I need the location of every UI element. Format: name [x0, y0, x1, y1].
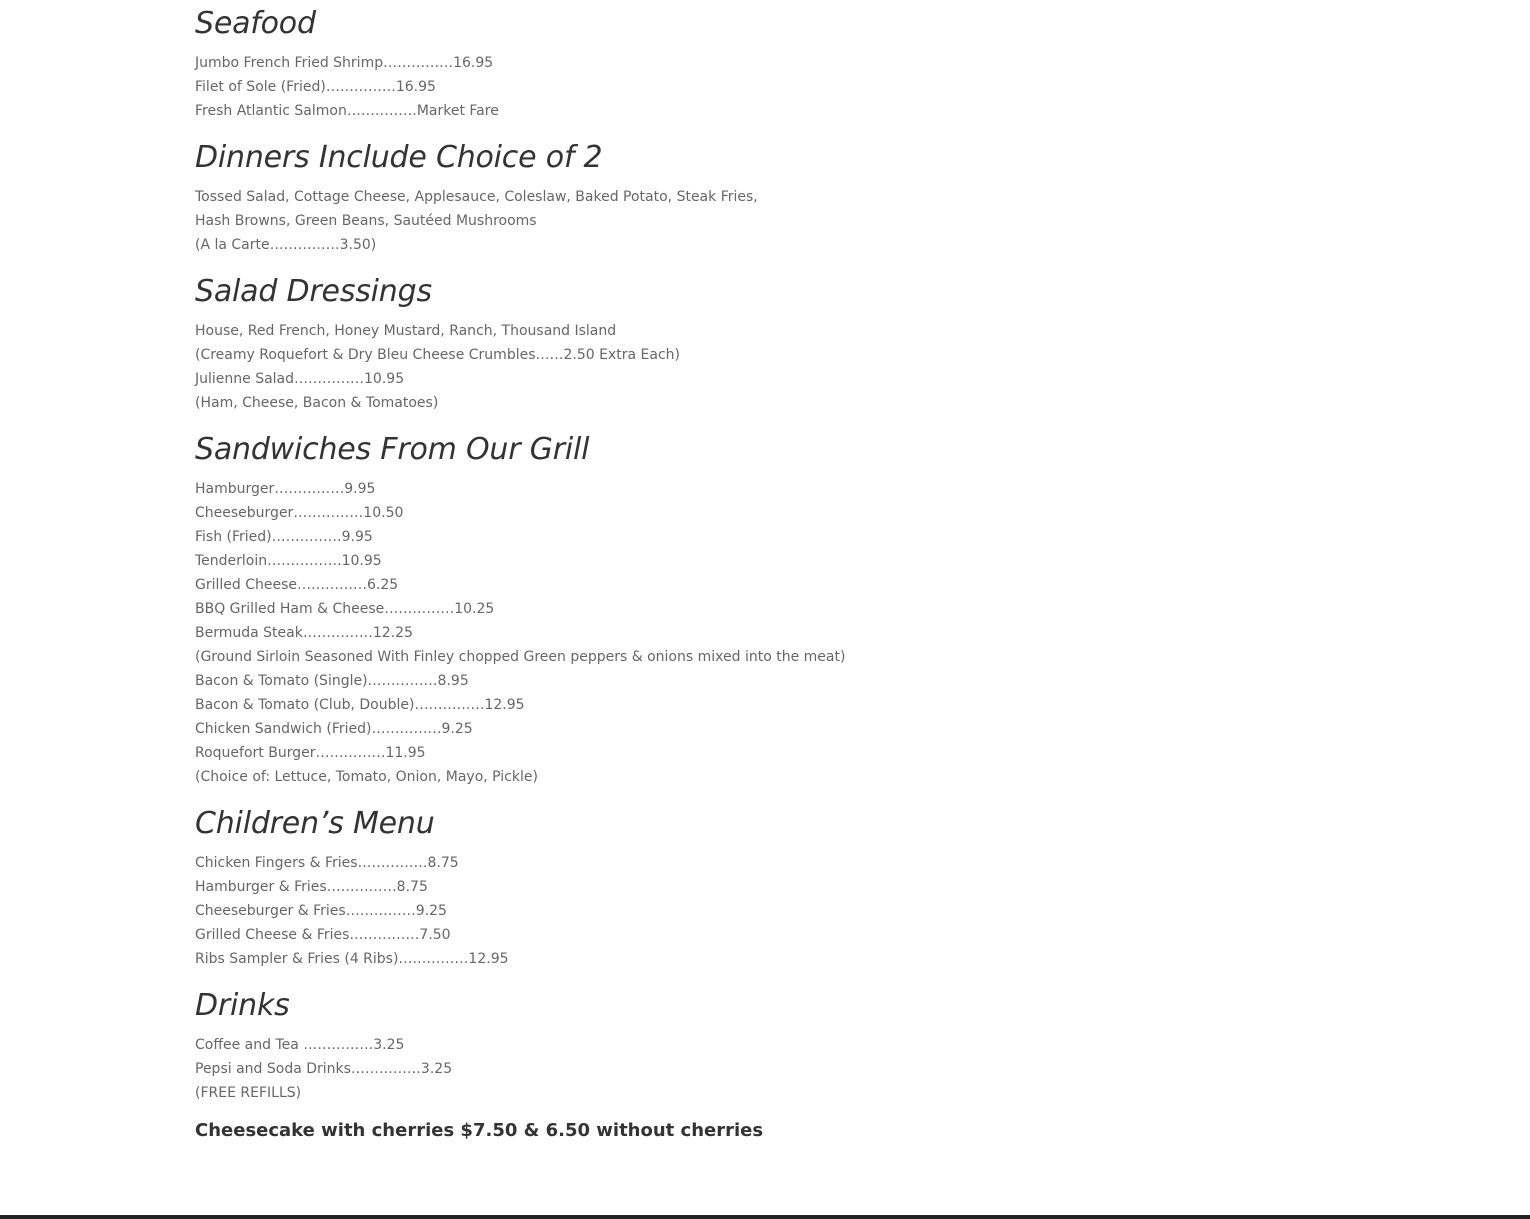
menu-item: Tenderloin…………….10.95: [195, 553, 382, 569]
menu-item: (A la Carte……………3.50): [195, 237, 377, 253]
menu-item: Chicken Sandwich (Fried)……………9.25: [195, 721, 473, 737]
section-items: [195, 185, 1095, 257]
menu-item: House, Red French, Honey Mustard, Ranch, Thousand Island: [195, 323, 617, 339]
menu-item: Bacon & Tomato (Single)……………8.95: [195, 673, 469, 689]
section-drinks: [195, 988, 1095, 1105]
menu-content: [195, 0, 1095, 1143]
menu-item: Julienne Salad……………10.95: [195, 371, 405, 387]
menu-item: Jumbo French Fried Shrimp……………16.95: [195, 55, 494, 71]
menu-item: Roquefort Burger……………11.95: [195, 745, 426, 761]
menu-item: Cheeseburger……………10.50: [195, 505, 404, 521]
menu-item: BBQ Grilled Ham & Cheese……………10.25: [195, 601, 495, 617]
section-title: Salad Dressings: [195, 274, 432, 309]
section-title: Seafood: [195, 6, 316, 41]
menu-item: Pepsi and Soda Drinks……………3.25: [195, 1061, 453, 1077]
section-sandwiches: [195, 432, 1095, 789]
section-salad-dressings: [195, 274, 1095, 415]
menu-item: Fresh Atlantic Salmon……………Market Fare: [195, 103, 499, 119]
menu-item: Ribs Sampler & Fries (4 Ribs)……………12.95: [195, 951, 509, 967]
menu-item: (Ground Sirloin Seasoned With Finley chopped Green peppers & onions mixed into the meat): [195, 649, 846, 665]
cheesecake-note: Cheesecake with cherries $7.50 & 6.50 without cherries: [195, 1120, 764, 1141]
menu-item: (Choice of: Lettuce, Tomato, Onion, Mayo, Pickle): [195, 769, 538, 785]
section-title: Drinks: [195, 988, 290, 1023]
menu-item: Cheeseburger & Fries……………9.25: [195, 903, 447, 919]
menu-item: Bacon & Tomato (Club, Double)……………12.95: [195, 697, 525, 713]
section-title: Dinners Include Choice of 2: [195, 140, 603, 175]
menu-item: Bermuda Steak……………12.25: [195, 625, 413, 641]
section-items: [195, 319, 1095, 415]
menu-item: Hamburger & Fries……………8.75: [195, 879, 428, 895]
section-title: Sandwiches From Our Grill: [195, 432, 590, 467]
section-childrens-menu: [195, 806, 1095, 971]
menu-item: Coffee and Tea ……………3.25: [195, 1037, 405, 1053]
section-items: [195, 51, 1095, 123]
menu-item: Hash Browns, Green Beans, Sautéed Mushrooms: [195, 213, 537, 229]
menu-item: Grilled Cheese & Fries……………7.50: [195, 927, 451, 943]
menu-item: Chicken Fingers & Fries……………8.75: [195, 855, 459, 871]
section-dinners: [195, 140, 1095, 257]
menu-item: Hamburger……………9.95: [195, 481, 376, 497]
menu-item: Tossed Salad, Cottage Cheese, Applesauce, Coleslaw, Baked Potato, Steak Fries,: [195, 189, 758, 205]
menu-item: (Ham, Cheese, Bacon & Tomatoes): [195, 395, 439, 411]
menu-item: (FREE REFILLS): [195, 1085, 302, 1101]
menu-item: (Creamy Roquefort & Dry Bleu Cheese Crumbles……2.50 Extra Each): [195, 347, 680, 363]
menu-item: Grilled Cheese……………6.25: [195, 577, 399, 593]
section-title: Children’s Menu: [195, 806, 435, 841]
section-seafood: [195, 6, 1095, 123]
menu-item: Fish (Fried)……………9.95: [195, 529, 373, 545]
section-items: [195, 477, 1095, 789]
footer-bar: [0, 1215, 1530, 1219]
section-items: [195, 1033, 1095, 1105]
menu-item: Filet of Sole (Fried)……………16.95: [195, 79, 436, 95]
section-items: [195, 851, 1095, 971]
